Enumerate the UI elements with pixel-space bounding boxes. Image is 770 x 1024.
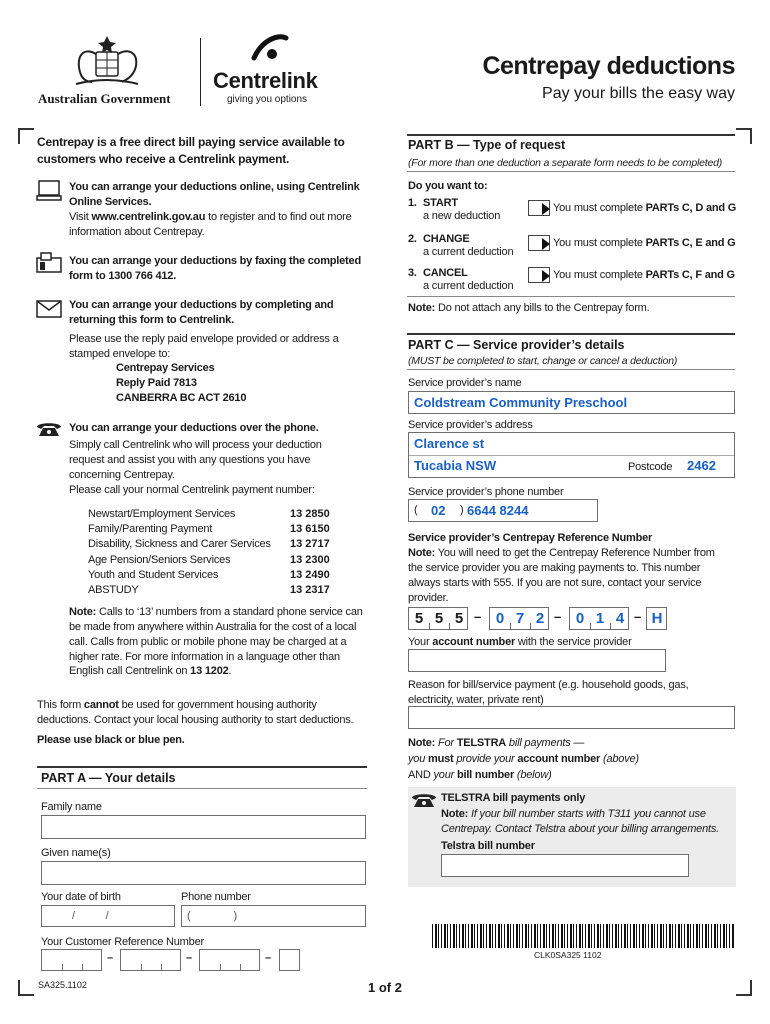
crn-dash: –: [265, 952, 272, 964]
phone-number: 6644 8244: [467, 503, 529, 518]
phone-text: Simply call Centrelink who will process your deduction request and assist you with any questions you have concerning Centrepay.: [69, 439, 322, 481]
header-divider: [200, 38, 201, 106]
field-divider: [409, 455, 734, 456]
option-num: 3.: [408, 267, 417, 279]
option-instruction: You must complete PARTs C, D and G: [553, 202, 737, 214]
ref-number-group-3[interactable]: 0 1 4: [569, 607, 629, 630]
phone-icon: [410, 791, 438, 812]
area-code: 02: [431, 503, 446, 518]
envelope-icon: [36, 300, 62, 321]
crop-mark-bottom-right: [736, 980, 752, 996]
reason-field[interactable]: [408, 706, 735, 729]
part-b-title: PART B — Type of request: [408, 138, 566, 152]
family-name-field[interactable]: [41, 815, 366, 839]
barcode: [432, 924, 734, 948]
part-a-rule: [37, 766, 367, 768]
calls-note: Note: Calls to ‘13’ numbers from a standard phone service can be made from anywhere within Australia for the cost of a local call. Calls from public or mobile phone may be charged at a higher rate. For more information in a language other than English call Centrelink on 13 1202.: [69, 606, 363, 678]
postcode-value: 2462: [687, 458, 716, 473]
crn-label: Your Customer Reference Number: [41, 936, 204, 948]
crn-field-2[interactable]: [120, 949, 181, 971]
part-b-question: Do you want to:: [408, 180, 488, 192]
option-title: CHANGE: [423, 233, 470, 245]
ref-note: Note: You will need to get the Centrepay Reference Number from the service provider you are making payments to. This number always starts with 555. If you are not sure, contact your service provider.: [408, 547, 715, 604]
housing-note: This form cannot be used for government housing authority deductions. Contact your local housing authority to start deductions.: [37, 699, 354, 726]
crn-dash: –: [107, 952, 114, 964]
telstra-bill-label: Telstra bill number: [441, 840, 535, 852]
telstra-title: TELSTRA bill payments only: [441, 792, 586, 804]
option-title: CANCEL: [423, 267, 468, 279]
given-name-field[interactable]: [41, 861, 366, 885]
arrow-icon: [528, 200, 550, 216]
crn-field-3[interactable]: [199, 949, 260, 971]
option-title: START: [423, 197, 458, 209]
crn-field-4[interactable]: [279, 949, 300, 971]
option-start[interactable]: [408, 196, 738, 226]
option-instruction: You must complete PARTs C, E and G: [553, 237, 736, 249]
list-item: Age Pension/Seniors Services 13 2300: [88, 553, 330, 566]
address-line-1: Centrepay Services: [116, 362, 215, 374]
option-change[interactable]: [408, 232, 738, 262]
phone-label: Phone number: [181, 891, 251, 903]
family-name-label: Family name: [41, 801, 102, 813]
page-title: Centrepay deductions: [482, 52, 735, 80]
ref-dash: –: [474, 609, 482, 624]
barcode-text: CLK0SA325 1102: [534, 950, 602, 960]
form-code: SA325.1102: [38, 980, 87, 990]
account-label: Your account number with the service provider: [408, 636, 632, 648]
computer-icon: [36, 180, 62, 205]
phone-bold: You can arrange your deductions over the phone.: [69, 422, 319, 434]
paren: ): [460, 504, 464, 516]
brand-name: Centrelink: [213, 68, 318, 93]
list-item: Disability, Sickness and Carer Services 13 2717: [88, 538, 330, 551]
online-text: Visit www.centrelink.gov.au to register and to find out more information about Centrepay.: [69, 211, 352, 238]
address-line: Clarence st: [414, 436, 485, 451]
arrow-icon: [528, 267, 550, 283]
provider-phone-label: Service provider’s phone number: [408, 486, 564, 498]
address-line-2: Reply Paid 7813: [116, 377, 197, 389]
provider-phone-field[interactable]: [408, 499, 598, 522]
phone-text-2: Please call your normal Centrelink payment number:: [69, 484, 315, 496]
telstra-sub: Note: If your bill number starts with T311 you cannot use Centrepay. Contact Telstra about your billing arrangements.: [441, 808, 720, 835]
ref-number-group-1[interactable]: 5 5 5: [408, 607, 468, 630]
page-subtitle: Pay your bills the easy way: [542, 85, 735, 102]
crn-dash: –: [186, 952, 193, 964]
address-line-3: CANBERRA BC ACT 2610: [116, 392, 247, 404]
pen-note: Please use black or blue pen.: [37, 734, 185, 746]
option-instruction: You must complete PARTs C, F and G: [553, 269, 735, 281]
list-item: Family/Parenting Payment 13 6150: [88, 523, 330, 536]
telstra-note: Note: For TELSTRA bill payments — you must provide your account number (above) AND your bill number (below): [408, 737, 639, 781]
provider-name-label: Service provider’s name: [408, 377, 522, 389]
part-b-sub: (For more than one deduction a separate form needs to be completed): [408, 157, 723, 169]
payment-numbers-list: [88, 508, 348, 599]
online-bold: You can arrange your deductions online, using Centrelink Online Services.: [69, 181, 360, 208]
part-b-divider: [407, 296, 735, 297]
coat-of-arms-logo: [62, 32, 152, 88]
reason-label: Reason for bill/service payment (e.g. household goods, gas, electricity, water, private rent): [408, 679, 689, 706]
intro-lead: Centrepay is a free direct bill paying service available to customers who receive a Centrelink payment.: [37, 135, 345, 166]
given-name-label: Given name(s): [41, 847, 111, 859]
dob-label: Your date of birth: [41, 891, 121, 903]
mail-bold: You can arrange your deductions by completing and returning this form to Centrelink.: [69, 299, 334, 326]
part-a-title: PART A — Your details: [41, 771, 176, 785]
ref-title: Service provider’s Centrepay Reference Number: [408, 532, 653, 544]
dob-field[interactable]: / /: [41, 905, 175, 927]
crn-field-1[interactable]: [41, 949, 102, 971]
option-sub: a current deduction: [423, 246, 514, 258]
option-num: 1.: [408, 197, 417, 209]
part-c-sub: (MUST be completed to start, change or cancel a deduction): [408, 355, 678, 367]
telstra-panel: [408, 787, 736, 887]
crop-mark-bottom-left: [18, 980, 34, 996]
phone-icon: [35, 420, 63, 441]
fax-icon: [36, 252, 62, 277]
part-c-rule: [407, 333, 735, 335]
option-cancel[interactable]: [408, 266, 738, 296]
provider-name-field[interactable]: Coldstream Community Preschool: [408, 391, 735, 414]
address-line: Tucabia NSW: [414, 458, 497, 473]
gov-label: Australian Government: [38, 91, 171, 106]
ref-number-group-2[interactable]: 0 7 2: [489, 607, 549, 630]
telstra-bill-field[interactable]: [441, 854, 689, 877]
crop-mark-top-right: [736, 128, 752, 144]
list-item: Youth and Student Services 13 2490: [88, 568, 330, 581]
fax-bold: You can arrange your deductions by faxing the completed form to 1300 766 412.: [69, 255, 361, 282]
list-item: ABSTUDY 13 2317: [88, 583, 330, 596]
part-c-underline: [407, 369, 735, 370]
provider-address-field[interactable]: [408, 432, 735, 478]
provider-address-label: Service provider’s address: [408, 419, 533, 431]
ref-number-group-4[interactable]: H: [646, 607, 667, 630]
page-number: 1 of 2: [368, 980, 402, 995]
ref-dash: –: [634, 609, 642, 624]
option-num: 2.: [408, 233, 417, 245]
part-b-rule: [407, 134, 735, 136]
option-sub: a new deduction: [423, 210, 501, 222]
phone-field[interactable]: ( ): [181, 905, 366, 927]
part-c-title: PART C — Service provider’s details: [408, 338, 625, 352]
account-field[interactable]: [408, 649, 666, 672]
paren: (: [414, 504, 418, 516]
ref-dash: –: [554, 609, 562, 624]
centrelink-logo-icon: [248, 32, 290, 67]
part-b-note: Note: Do not attach any bills to the Centrepay form.: [408, 302, 650, 314]
list-item: Newstart/Employment Services 13 2850: [88, 508, 330, 520]
postcode-label: Postcode: [628, 461, 673, 473]
brand-tagline: giving you options: [227, 94, 308, 105]
arrow-icon: [528, 235, 550, 251]
mail-text: Please use the reply paid envelope provided or address a stamped envelope to:: [69, 333, 339, 360]
option-sub: a current deduction: [423, 280, 514, 292]
part-b-underline: [407, 171, 735, 172]
part-a-underline: [37, 788, 367, 789]
crop-mark-top-left: [18, 128, 34, 144]
